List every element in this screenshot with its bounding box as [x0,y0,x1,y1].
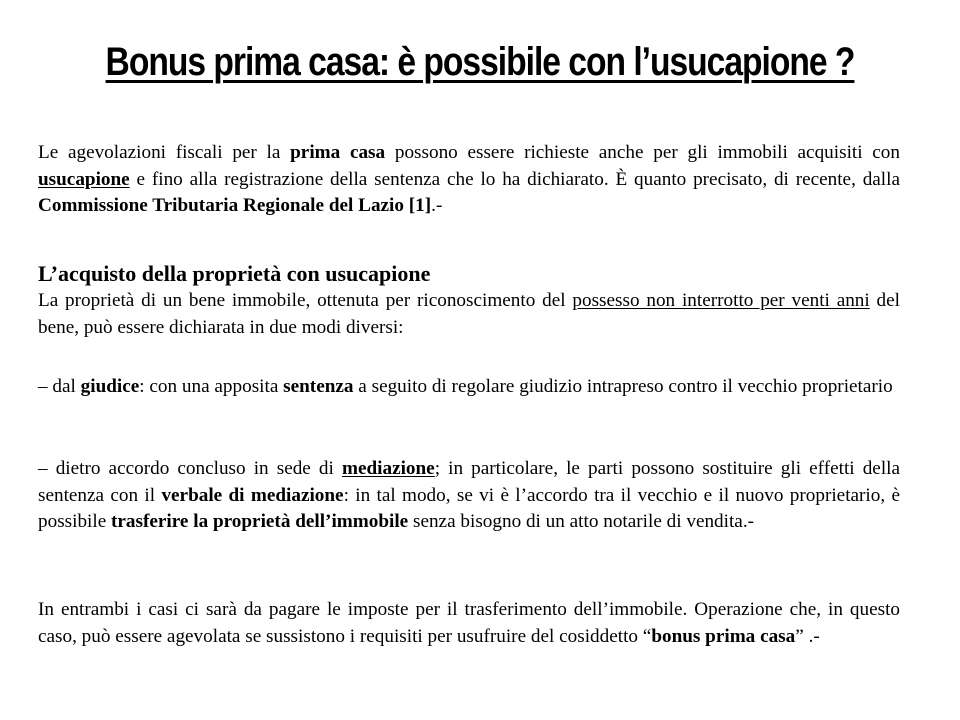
p3-text-4: senza bisogno di un atto notarile di vendita.- [408,511,755,532]
p1-underlined-possesso: possesso non interrotto per venti anni [572,290,870,311]
p1-text-2: del bene, può essere dichiarata in due modi diversi: [38,290,900,338]
p3-text-3: : in tal modo, se vi è l’accordo tra il vecchio e il nuovo proprietario, è possibile [38,484,901,532]
page-title [77,34,883,90]
page-title-text: Bonus prima casa: è possibile con l’usucapione ? [105,40,855,84]
p2-bold-giudice: giudice [80,376,140,397]
section-paragraph-1 [38,288,900,341]
p4-bold-bonus-prima-casa: bonus prima casa [651,625,796,647]
p2-text-3: a seguito di regolare giudizio intrapreso contro il vecchio proprietario [353,376,893,397]
p3-bold-mediazione: mediazione [341,458,435,479]
section-paragraph-4 [38,597,900,650]
intro-text-3: e fino alla registrazione della sentenza che lo ha dichiarato. È quanto precisato, di recente, dalla [129,168,900,190]
intro-paragraph [38,140,900,220]
section-paragraph-3 [38,456,900,536]
intro-text-1: Le agevolazioni fiscali per la [38,142,291,163]
p4-text-1: In entrambi i casi ci sarà da pagare le imposte per il trasferimento dell’immobile. Operazione che, in questo caso, può essere agevolata se sussistono i requisiti per usufruire del cosiddetto “ [38,599,900,647]
p2-text-2: : con una apposita [139,376,284,397]
p4-text-2: ” .- [795,625,820,647]
intro-text-4: .- [431,195,443,216]
intro-text-2: possono essere richieste anche per gli immobili acquisiti con [385,142,900,163]
section-heading: L’acquisto della proprietà con usucapione [38,261,431,286]
intro-bold-usucapione: usucapione [38,168,130,190]
p1-text-1: La proprietà di un bene immobile, ottenuta per riconoscimento del [38,290,573,311]
section-paragraph-2 [38,374,900,401]
p3-bold-verbale: verbale di mediazione [161,484,344,506]
intro-bold-commissione: Commissione Tributaria Regionale del Lazio [1] [38,195,432,216]
p3-text-2: ; in particolare, le parti possono sostituire gli effetti della sentenza con il [38,458,901,506]
p3-bold-trasferire: trasferire la proprietà dell’immobile [111,511,409,532]
p2-bold-sentenza: sentenza [283,376,354,397]
p2-text-1: – dal [38,376,81,397]
intro-bold-prima-casa: prima casa [290,142,386,163]
p3-text-1: – dietro accordo concluso in sede di [38,458,342,479]
